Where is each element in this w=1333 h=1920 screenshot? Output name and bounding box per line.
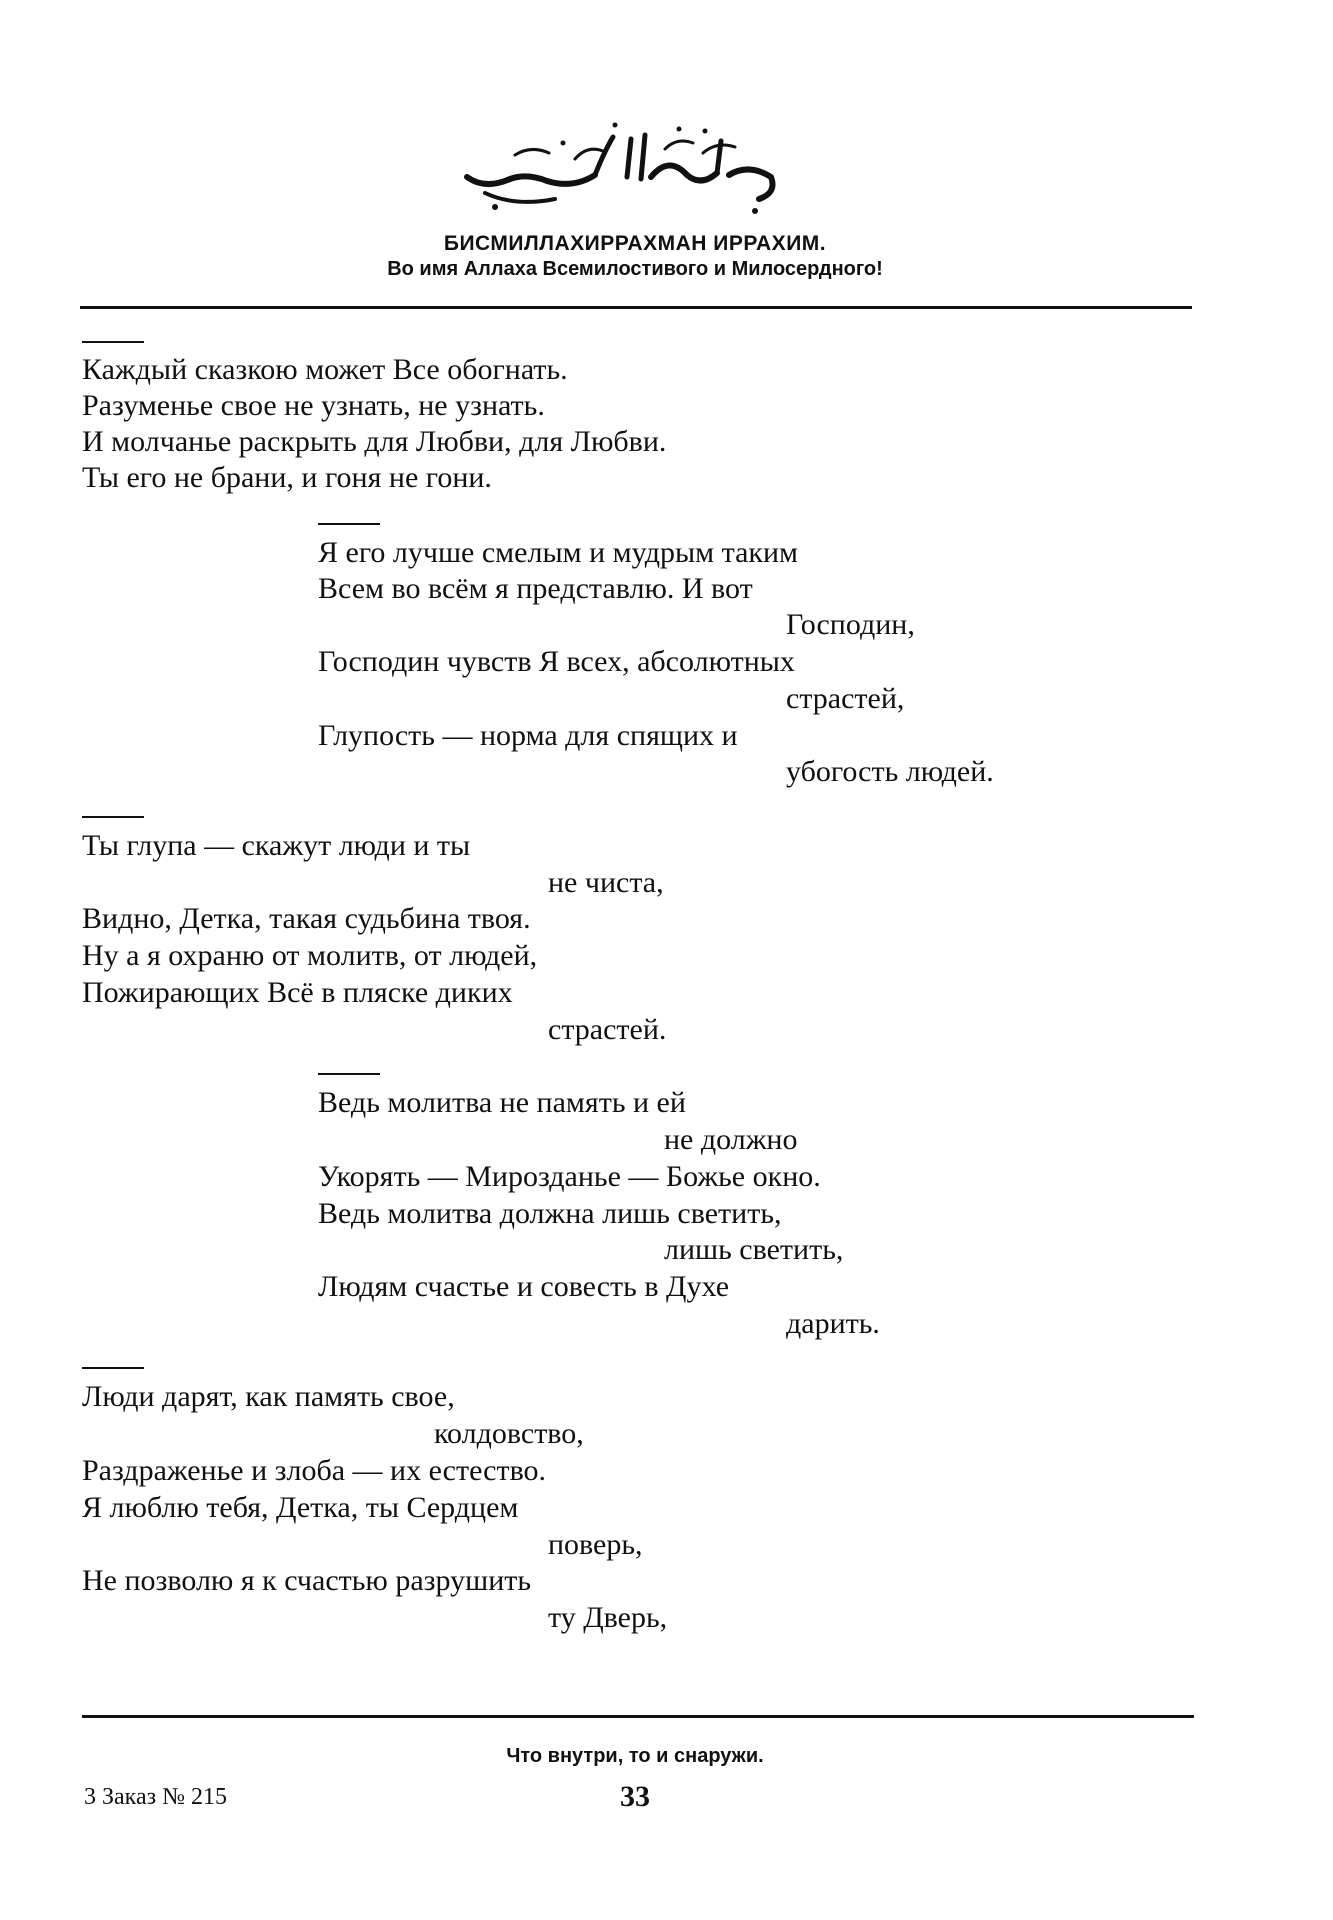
poem-line: Ну а я охраню от молитв, от людей, (82, 939, 538, 972)
poem-line: лишь светить, (664, 1233, 844, 1266)
poem-line: не чиста, (548, 866, 664, 899)
poem-line: Разуменье свое не узнать, не узнать. (82, 389, 545, 422)
poem-line: Людям счастье и совесть в Духе (318, 1270, 730, 1303)
poem-line: поверь, (548, 1528, 643, 1561)
stanza-separator (82, 816, 144, 818)
print-signature: 3 Заказ № 215 (84, 1784, 228, 1810)
poem-line: страстей, (786, 682, 905, 715)
poem-line: Я люблю тебя, Детка, ты Сердцем (82, 1491, 519, 1524)
poem-line: Раздраженье и злоба — их естество. (82, 1454, 547, 1487)
poem-line: Ведь молитва не память и ей (318, 1086, 686, 1119)
header-transliteration: БИСМИЛЛАХИРРАХМАН ИРРАХИМ. (443, 232, 827, 255)
poem-line: Видно, Детка, такая судьбина твоя. (82, 902, 531, 935)
footer-rule (82, 1715, 1194, 1718)
poem-line: убогость людей. (786, 755, 994, 788)
poem-line: колдовство, (434, 1417, 584, 1450)
poem-line: Ты глупа — скажут люди и ты (82, 829, 471, 862)
stanza-separator (318, 523, 380, 525)
poem-line: И молчанье раскрыть для Любви, для Любви. (82, 425, 667, 458)
header-rule (80, 306, 1192, 309)
poem-line: Укорять — Мирозданье — Божье окно. (318, 1160, 821, 1193)
poem-line: Ты его не брани, и гоня не гони. (82, 461, 492, 494)
footer-motto: Что внутри, то и снаружи. (506, 1745, 764, 1767)
poem-line: ту Дверь, (548, 1601, 668, 1634)
stanza-separator (82, 1367, 144, 1369)
poem-line: Ведь молитва должна лишь светить, (318, 1197, 782, 1230)
poem-line: Господин, (786, 608, 915, 641)
poem-line: Каждый сказкою может Все обогнать. (82, 353, 568, 386)
poem-line: Пожирающих Всё в пляске диких (82, 976, 513, 1009)
poem-line: не должно (664, 1123, 798, 1156)
poem-line: Люди дарят, как память свое, (82, 1380, 455, 1413)
poem-line: Я его лучше смелым и мудрым таким (318, 536, 799, 569)
header-translation: Во имя Аллаха Всемилостивого и Милосердного! (387, 258, 883, 280)
stanza-separator (82, 341, 144, 343)
bismillah-calligraphy-icon (455, 115, 785, 220)
poem-line: Глупость — норма для спящих и (318, 719, 738, 752)
poem-line: дарить. (786, 1307, 880, 1340)
poem-line: Господин чувств Я всех, абсолютных (318, 645, 795, 678)
page-number: 33 (620, 1780, 650, 1813)
poem-line: страстей. (548, 1013, 667, 1046)
stanza-separator (318, 1073, 380, 1075)
poem-line: Всем во всём я представлю. И вот (318, 572, 753, 605)
poem-line: Не позволю я к счастью разрушить (82, 1564, 532, 1597)
